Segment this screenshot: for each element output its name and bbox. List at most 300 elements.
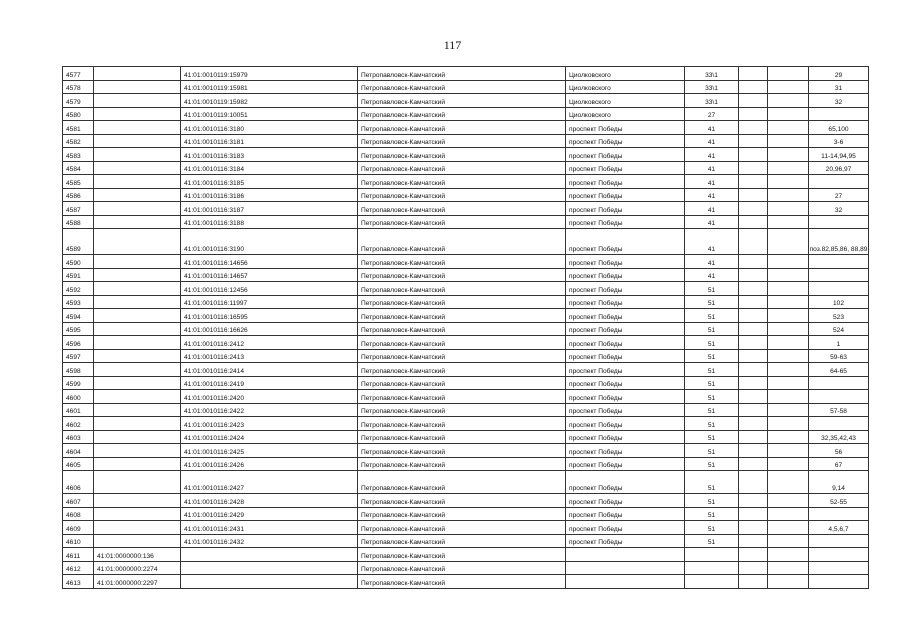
cadastral-number-cell: 41:01:0010116:2424 [181,430,358,444]
row-number-cell: 4591 [63,268,94,282]
city-cell: Петропавловск-Камчатский [358,507,566,521]
house-cell: 51 [685,417,739,431]
row-number-cell: 4606 [63,471,94,494]
house-cell: 41 [685,175,739,189]
letter-cell [768,430,809,444]
building-cell [739,457,768,471]
building-cell [739,161,768,175]
table-row [63,376,869,390]
row-number-cell: 4604 [63,444,94,458]
cadastral-number-cell: 41:01:0010116:3190 [181,229,358,255]
premises-cell [809,268,869,282]
premises-cell [809,417,869,431]
street-cell: проспект Победы [566,457,685,471]
letter-cell [768,175,809,189]
row-number-cell: 4589 [63,229,94,255]
letter-cell [768,457,809,471]
city-cell: Петропавловск-Камчатский [358,80,566,94]
premises-cell: 32 [809,202,869,216]
cadastral-number-cell: 41:01:0010116:2431 [181,521,358,535]
table-row [63,363,869,377]
house-cell: 41 [685,134,739,148]
building-cell [739,444,768,458]
table-row [63,336,869,350]
table-row [63,148,869,162]
letter-cell [768,282,809,296]
parcel-number-cell [94,80,181,94]
cadastral-number-cell: 41:01:0010116:2419 [181,376,358,390]
cadastral-number-cell: 41:01:0010116:3188 [181,215,358,229]
table-row [63,134,869,148]
table-row [63,255,869,269]
premises-cell: 523 [809,309,869,323]
row-number-cell: 4586 [63,188,94,202]
premises-cell: 3-6 [809,134,869,148]
parcel-number-cell [94,255,181,269]
house-cell: 51 [685,336,739,350]
building-cell [739,94,768,108]
cadastral-number-cell [181,561,358,575]
house-cell: 41 [685,215,739,229]
letter-cell [768,215,809,229]
row-number-cell: 4599 [63,376,94,390]
house-cell: 51 [685,430,739,444]
row-number-cell: 4613 [63,575,94,589]
house-cell: 51 [685,521,739,535]
house-cell: 51 [685,282,739,296]
house-cell: 51 [685,507,739,521]
street-cell: проспект Победы [566,295,685,309]
table-row [63,295,869,309]
street-cell: проспект Победы [566,121,685,135]
city-cell: Петропавловск-Камчатский [358,417,566,431]
house-cell: 51 [685,444,739,458]
building-cell [739,534,768,548]
street-cell [566,575,685,589]
cadastral-number-cell: 41:01:0010119:15981 [181,80,358,94]
premises-cell: 32 [809,94,869,108]
cadastral-number-cell: 41:01:0010116:2432 [181,534,358,548]
table-row [63,457,869,471]
parcel-number-cell [94,94,181,108]
letter-cell [768,444,809,458]
letter-cell [768,417,809,431]
table-row [63,548,869,562]
city-cell: Петропавловск-Камчатский [358,148,566,162]
building-cell [739,255,768,269]
premises-cell [809,282,869,296]
city-cell: Петропавловск-Камчатский [358,457,566,471]
premises-cell [809,215,869,229]
street-cell: Циолковского [566,80,685,94]
building-cell [739,575,768,589]
building-cell [739,107,768,121]
street-cell: проспект Победы [566,444,685,458]
street-cell: проспект Победы [566,363,685,377]
row-number-cell: 4581 [63,121,94,135]
cadastral-number-cell: 41:01:0010116:3186 [181,188,358,202]
table-row [63,444,869,458]
parcel-number-cell [94,534,181,548]
page-number: 117 [443,38,462,52]
letter-cell [768,121,809,135]
table-row [63,175,869,189]
premises-cell: 9,14 [809,471,869,494]
street-cell: проспект Победы [566,215,685,229]
letter-cell [768,507,809,521]
parcel-number-cell: 41:01:0000000:2274 [94,561,181,575]
letter-cell [768,148,809,162]
table-row [63,322,869,336]
letter-cell [768,322,809,336]
street-cell: проспект Победы [566,309,685,323]
letter-cell [768,107,809,121]
premises-cell: 29 [809,67,869,81]
parcel-number-cell [94,215,181,229]
city-cell: Петропавловск-Камчатский [358,444,566,458]
table-row [63,161,869,175]
street-cell: Циолковского [566,107,685,121]
city-cell: Петропавловск-Камчатский [358,363,566,377]
parcel-number-cell [94,403,181,417]
table-row [63,494,869,508]
parcel-number-cell [94,336,181,350]
premises-cell: 524 [809,322,869,336]
street-cell: проспект Победы [566,134,685,148]
building-cell [739,229,768,255]
premises-cell [809,376,869,390]
row-number-cell: 4593 [63,295,94,309]
street-cell: проспект Победы [566,430,685,444]
letter-cell [768,336,809,350]
building-cell [739,80,768,94]
row-number-cell: 4580 [63,107,94,121]
house-cell: 51 [685,349,739,363]
city-cell: Петропавловск-Камчатский [358,471,566,494]
premises-cell [809,561,869,575]
street-cell: проспект Победы [566,161,685,175]
city-cell: Петропавловск-Камчатский [358,295,566,309]
premises-cell [809,107,869,121]
city-cell: Петропавловск-Камчатский [358,336,566,350]
parcel-number-cell [94,376,181,390]
street-cell: проспект Победы [566,471,685,494]
premises-cell: 65,100 [809,121,869,135]
parcel-number-cell [94,67,181,81]
row-number-cell: 4603 [63,430,94,444]
cadastral-number-cell: 41:01:0010116:2423 [181,417,358,431]
letter-cell [768,94,809,108]
street-cell: проспект Победы [566,417,685,431]
letter-cell [768,363,809,377]
house-cell: 33\1 [685,80,739,94]
city-cell: Петропавловск-Камчатский [358,575,566,589]
cadastral-number-cell: 41:01:0010116:3187 [181,202,358,216]
cadastral-number-cell: 41:01:0010116:12456 [181,282,358,296]
cadastral-number-cell: 41:01:0010116:3185 [181,175,358,189]
house-cell [685,561,739,575]
cadastral-number-cell: 41:01:0010116:2427 [181,471,358,494]
street-cell [566,548,685,562]
building-cell [739,336,768,350]
table-row [63,282,869,296]
street-cell: проспект Победы [566,534,685,548]
house-cell: 27 [685,107,739,121]
house-cell: 41 [685,255,739,269]
house-cell [685,548,739,562]
row-number-cell: 4601 [63,403,94,417]
letter-cell [768,471,809,494]
cadastral-number-cell: 41:01:0010116:2426 [181,457,358,471]
house-cell: 41 [685,202,739,216]
house-cell [685,575,739,589]
row-number-cell: 4592 [63,282,94,296]
row-number-cell: 4600 [63,390,94,404]
city-cell: Петропавловск-Камчатский [358,188,566,202]
city-cell: Петропавловск-Камчатский [358,403,566,417]
city-cell: Петропавловск-Камчатский [358,229,566,255]
table-row [63,67,869,81]
house-cell: 51 [685,534,739,548]
cadastral-number-cell: 41:01:0010116:2413 [181,349,358,363]
table-row [63,268,869,282]
parcel-number-cell [94,282,181,296]
row-number-cell: 4594 [63,309,94,323]
table-row [63,575,869,589]
city-cell: Петропавловск-Камчатский [358,67,566,81]
cadastral-number-cell: 41:01:0010116:2422 [181,403,358,417]
parcel-number-cell [94,161,181,175]
parcel-number-cell [94,188,181,202]
street-cell: проспект Победы [566,507,685,521]
building-cell [739,148,768,162]
premises-cell: 67 [809,457,869,471]
city-cell: Петропавловск-Камчатский [358,322,566,336]
cadastral-number-cell: 41:01:0010119:15979 [181,67,358,81]
building-cell [739,134,768,148]
letter-cell [768,134,809,148]
premises-cell: 57-58 [809,403,869,417]
city-cell: Петропавловск-Камчатский [358,282,566,296]
house-cell: 51 [685,322,739,336]
city-cell: Петропавловск-Камчатский [358,376,566,390]
parcel-number-cell [94,202,181,216]
parcel-number-cell [94,121,181,135]
building-cell [739,417,768,431]
building-cell [739,282,768,296]
premises-cell: 56 [809,444,869,458]
premises-cell: 27 [809,188,869,202]
table-row [63,94,869,108]
parcel-number-cell: 41:01:0000000:136 [94,548,181,562]
street-cell: проспект Победы [566,322,685,336]
street-cell: проспект Победы [566,403,685,417]
street-cell: проспект Победы [566,268,685,282]
table-row [63,188,869,202]
premises-cell: 4,5,6,7 [809,521,869,535]
building-cell [739,175,768,189]
table-row [63,121,869,135]
building-cell [739,430,768,444]
street-cell: проспект Победы [566,376,685,390]
house-cell: 51 [685,295,739,309]
building-cell [739,471,768,494]
house-cell: 51 [685,471,739,494]
building-cell [739,561,768,575]
row-number-cell: 4597 [63,349,94,363]
cadastral-number-cell: 41:01:0010116:11997 [181,295,358,309]
house-cell: 41 [685,161,739,175]
row-number-cell: 4598 [63,363,94,377]
table-row [63,202,869,216]
table-row [63,80,869,94]
cadastral-number-cell: 41:01:0010116:2412 [181,336,358,350]
house-cell: 33\1 [685,94,739,108]
street-cell: проспект Победы [566,349,685,363]
city-cell: Петропавловск-Камчатский [358,561,566,575]
city-cell: Петропавловск-Камчатский [358,161,566,175]
row-number-cell: 4609 [63,521,94,535]
row-number-cell: 4596 [63,336,94,350]
parcel-number-cell [94,107,181,121]
house-cell: 41 [685,229,739,255]
parcel-number-cell [94,390,181,404]
parcel-number-cell [94,430,181,444]
table-row [63,417,869,431]
building-cell [739,121,768,135]
letter-cell [768,349,809,363]
premises-cell: 52-55 [809,494,869,508]
table-row [63,403,869,417]
row-number-cell: 4605 [63,457,94,471]
letter-cell [768,67,809,81]
letter-cell [768,202,809,216]
house-cell: 33\1 [685,67,739,81]
row-number-cell: 4602 [63,417,94,431]
row-number-cell: 4607 [63,494,94,508]
building-cell [739,268,768,282]
building-cell [739,188,768,202]
cadastral-number-cell [181,548,358,562]
city-cell: Петропавловск-Камчатский [358,107,566,121]
letter-cell [768,229,809,255]
row-number-cell: 4584 [63,161,94,175]
parcel-number-cell [94,268,181,282]
table-row [63,107,869,121]
street-cell: проспект Победы [566,188,685,202]
city-cell: Петропавловск-Камчатский [358,175,566,189]
building-cell [739,548,768,562]
building-cell [739,295,768,309]
row-number-cell: 4578 [63,80,94,94]
parcel-number-cell [94,521,181,535]
house-cell: 51 [685,309,739,323]
city-cell: Петропавловск-Камчатский [358,202,566,216]
table-row [63,390,869,404]
building-cell [739,322,768,336]
street-cell: проспект Победы [566,148,685,162]
cadastral-number-cell [181,575,358,589]
street-cell: Циолковского [566,94,685,108]
letter-cell [768,494,809,508]
premises-cell [809,390,869,404]
city-cell: Петропавловск-Камчатский [358,349,566,363]
city-cell: Петропавловск-Камчатский [358,430,566,444]
letter-cell [768,534,809,548]
row-number-cell: 4579 [63,94,94,108]
building-cell [739,390,768,404]
registry-table [62,66,869,589]
premises-cell [809,507,869,521]
premises-cell [809,548,869,562]
premises-cell: 20,96,97 [809,161,869,175]
street-cell: проспект Победы [566,229,685,255]
premises-cell: 102 [809,295,869,309]
house-cell: 41 [685,148,739,162]
street-cell [566,561,685,575]
cadastral-number-cell: 41:01:0010116:3180 [181,121,358,135]
letter-cell [768,403,809,417]
street-cell: проспект Победы [566,521,685,535]
letter-cell [768,575,809,589]
premises-cell: 1 [809,336,869,350]
city-cell: Петропавловск-Камчатский [358,309,566,323]
cadastral-number-cell: 41:01:0010116:3183 [181,148,358,162]
table-row [63,521,869,535]
city-cell: Петропавловск-Камчатский [358,94,566,108]
parcel-number-cell [94,417,181,431]
cadastral-number-cell: 41:01:0010119:15982 [181,94,358,108]
letter-cell [768,295,809,309]
cadastral-number-cell: 41:01:0010116:2414 [181,363,358,377]
house-cell: 41 [685,268,739,282]
cadastral-number-cell: 41:01:0010116:2428 [181,494,358,508]
parcel-number-cell [94,175,181,189]
street-cell: проспект Победы [566,282,685,296]
letter-cell [768,255,809,269]
table-row [63,430,869,444]
building-cell [739,363,768,377]
street-cell: проспект Победы [566,336,685,350]
building-cell [739,215,768,229]
city-cell: Петропавловск-Камчатский [358,215,566,229]
building-cell [739,521,768,535]
parcel-number-cell: 41:01:0000000:2297 [94,575,181,589]
city-cell: Петропавловск-Камчатский [358,134,566,148]
building-cell [739,376,768,390]
row-number-cell: 4590 [63,255,94,269]
table-row [63,561,869,575]
street-cell: проспект Победы [566,255,685,269]
cadastral-number-cell: 41:01:0010116:14657 [181,268,358,282]
row-number-cell: 4582 [63,134,94,148]
letter-cell [768,521,809,535]
city-cell: Петропавловск-Камчатский [358,121,566,135]
building-cell [739,507,768,521]
letter-cell [768,548,809,562]
parcel-number-cell [94,444,181,458]
parcel-number-cell [94,148,181,162]
letter-cell [768,390,809,404]
cadastral-number-cell: 41:01:0010116:3184 [181,161,358,175]
street-cell: проспект Победы [566,390,685,404]
premises-cell [809,575,869,589]
city-cell: Петропавловск-Камчатский [358,390,566,404]
parcel-number-cell [94,309,181,323]
cadastral-number-cell: 41:01:0010116:2425 [181,444,358,458]
row-number-cell: 4587 [63,202,94,216]
house-cell: 41 [685,121,739,135]
